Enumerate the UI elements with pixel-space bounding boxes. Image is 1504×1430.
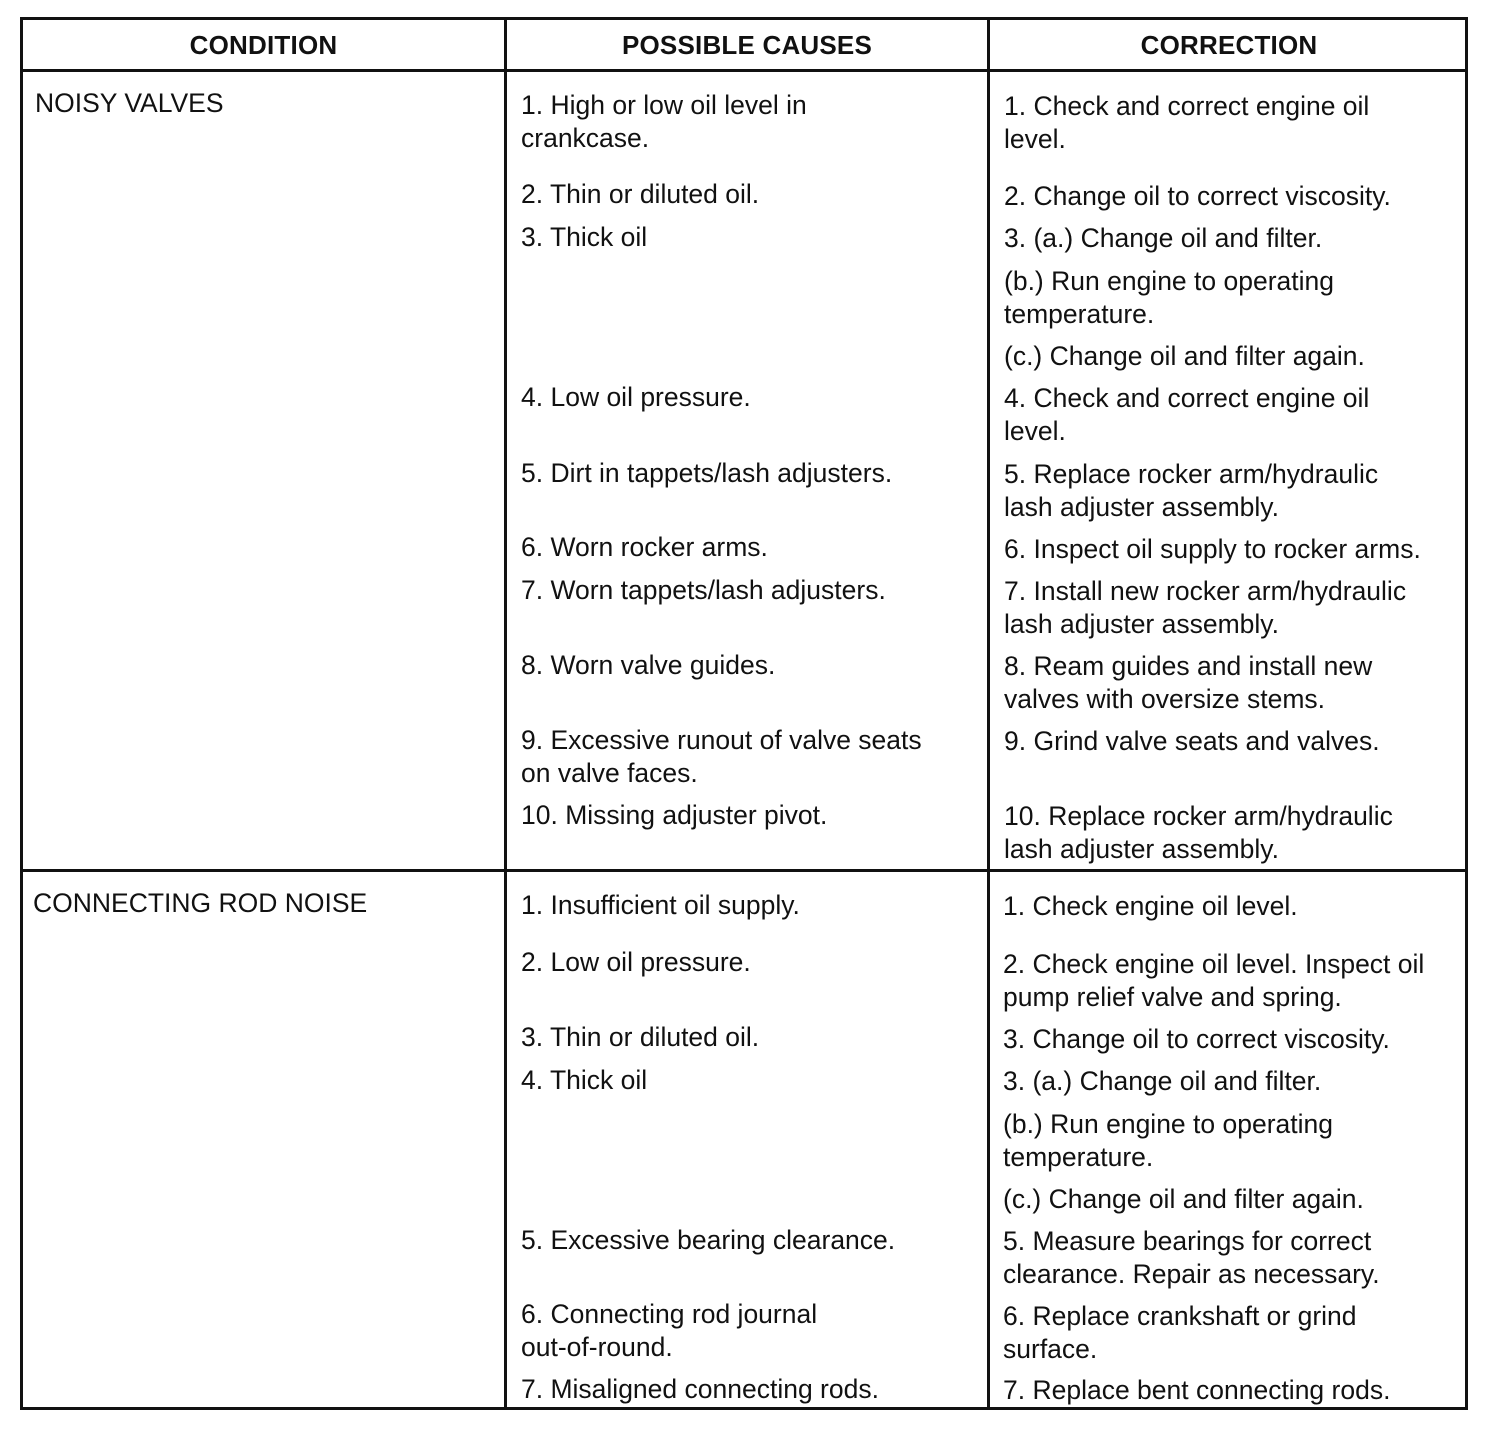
- cause-cell: 9. Excessive runout of valve seats on valve faces.: [521, 725, 922, 788]
- header-possible-causes: POSSIBLE CAUSES: [621, 29, 873, 60]
- condition-connecting-rod-noise: CONNECTING ROD NOISE: [33, 888, 368, 918]
- correction-cell: 10. Replace rocker arm/hydraulic lash adjuster assembly.: [1004, 801, 1393, 864]
- cause-cell: 5. Excessive bearing clearance.: [521, 1225, 896, 1255]
- correction-cell: 3. (a.) Change oil and filter.: [1003, 1066, 1322, 1096]
- cause-cell: 3. Thin or diluted oil.: [521, 1022, 760, 1052]
- correction-cell: 9. Grind valve seats and valves.: [1004, 726, 1380, 756]
- section-divider: [23, 869, 1465, 872]
- cause-cell: 2. Thin or diluted oil.: [521, 179, 760, 209]
- correction-cell: 2. Change oil to correct viscosity.: [1004, 181, 1391, 211]
- correction-cell: (b.) Run engine to operating temperature.: [1003, 1109, 1333, 1172]
- cause-cell: 2. Low oil pressure.: [521, 947, 751, 977]
- correction-cell: 3. Change oil to correct viscosity.: [1003, 1024, 1390, 1054]
- cause-cell: 3. Thick oil: [521, 222, 648, 252]
- correction-cell: 7. Install new rocker arm/hydraulic lash adjuster assembly.: [1004, 576, 1407, 639]
- correction-cell: 4. Check and correct engine oil level.: [1004, 383, 1370, 446]
- cause-cell: 6. Connecting rod journal out-of-round.: [521, 1299, 818, 1362]
- cause-cell: 1. High or low oil level in crankcase.: [521, 90, 807, 153]
- cause-cell: 7. Misaligned connecting rods.: [521, 1374, 879, 1404]
- cause-cell: 8. Worn valve guides.: [521, 650, 776, 680]
- correction-cell: 5. Measure bearings for correct clearance. Repair as necessary.: [1003, 1226, 1380, 1289]
- cause-cell: 7. Worn tappets/lash adjusters.: [521, 575, 886, 605]
- diagnosis-table: [20, 17, 1468, 1410]
- column-divider-1: [504, 20, 507, 1407]
- correction-cell: 8. Ream guides and install new valves with oversize stems.: [1004, 651, 1373, 714]
- condition-noisy-valves: NOISY VALVES: [35, 88, 224, 118]
- header-correction: CORRECTION: [1140, 29, 1318, 60]
- correction-cell: (b.) Run engine to operating temperature.: [1004, 266, 1334, 329]
- header-condition: CONDITION: [189, 29, 338, 60]
- correction-cell: 2. Check engine oil level. Inspect oil pump relief valve and spring.: [1003, 949, 1425, 1012]
- correction-cell: 1. Check engine oil level.: [1003, 891, 1298, 921]
- correction-cell: (c.) Change oil and filter again.: [1004, 341, 1365, 371]
- cause-cell: 5. Dirt in tappets/lash adjusters.: [521, 458, 893, 488]
- correction-cell: 6. Inspect oil supply to rocker arms.: [1004, 534, 1421, 564]
- cause-cell: 6. Worn rocker arms.: [521, 532, 768, 562]
- correction-cell: 1. Check and correct engine oil level.: [1004, 91, 1370, 154]
- correction-cell: (c.) Change oil and filter again.: [1003, 1184, 1364, 1214]
- correction-cell: 3. (a.) Change oil and filter.: [1004, 223, 1323, 253]
- cause-cell: 4. Low oil pressure.: [521, 382, 751, 412]
- cause-cell: 4. Thick oil: [521, 1065, 648, 1095]
- correction-cell: 5. Replace rocker arm/hydraulic lash adjuster assembly.: [1004, 459, 1379, 522]
- cause-cell: 1. Insufficient oil supply.: [521, 890, 800, 920]
- column-divider-2: [987, 20, 990, 1407]
- correction-cell: 6. Replace crankshaft or grind surface.: [1003, 1301, 1357, 1364]
- cause-cell: 10. Missing adjuster pivot.: [521, 800, 828, 830]
- correction-cell: 7. Replace bent connecting rods.: [1003, 1375, 1391, 1405]
